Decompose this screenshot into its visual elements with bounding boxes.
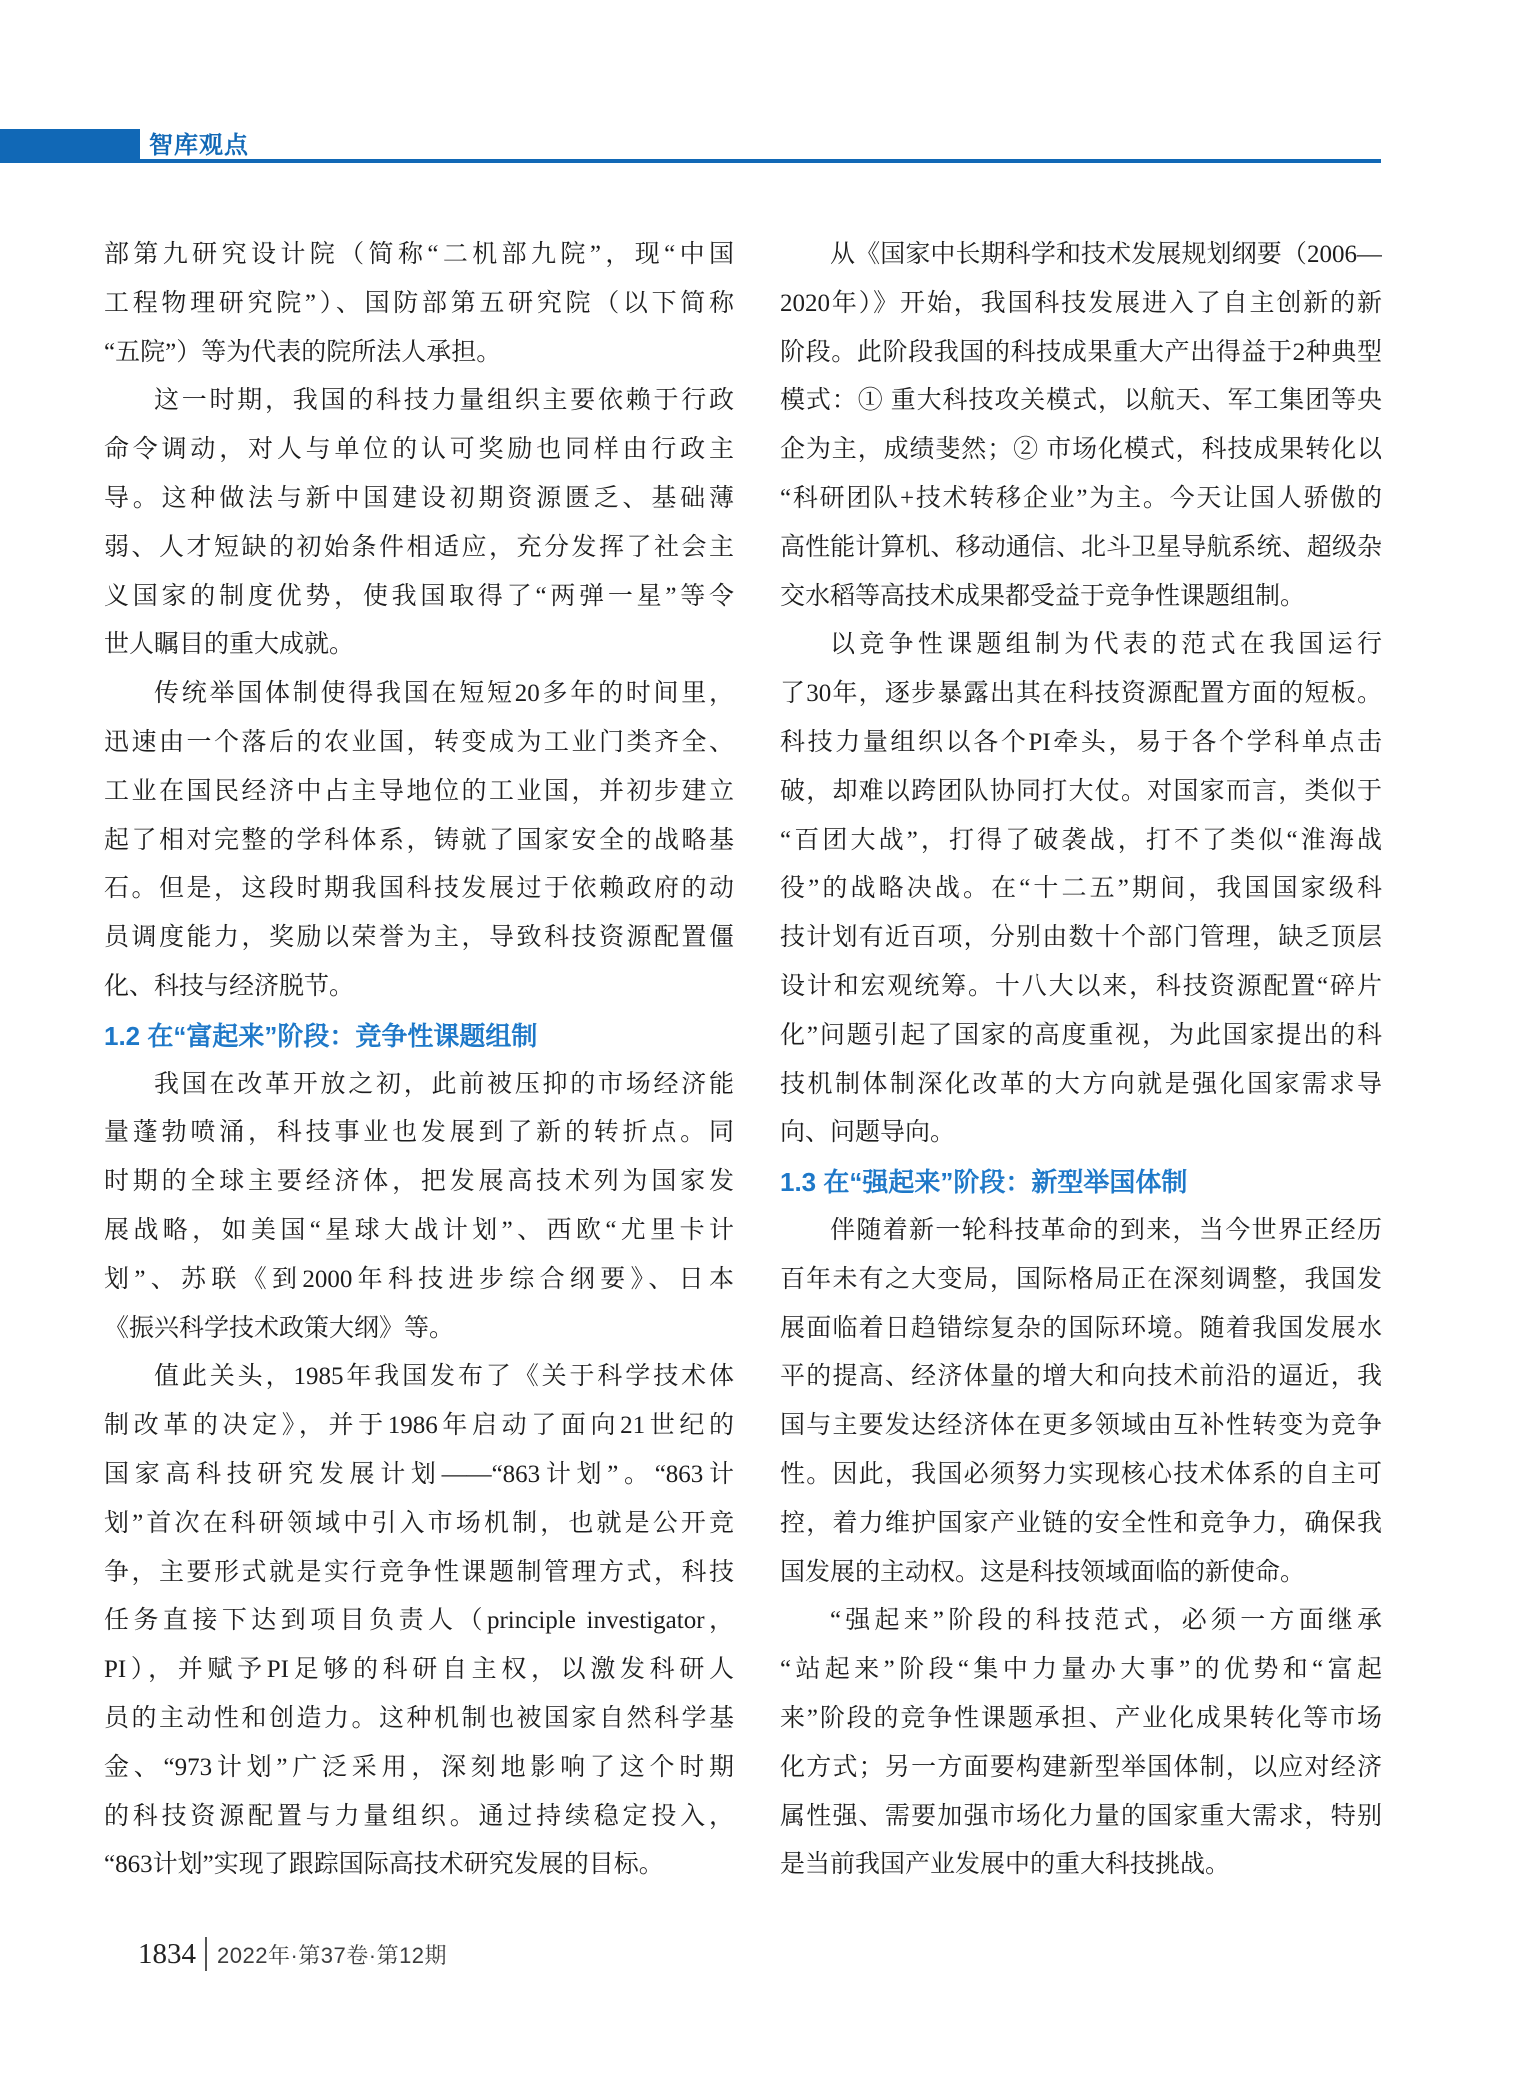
page-number: 1834 [138, 1937, 196, 1970]
body-text-line: 时期的全球主要经济体，把发展高技术列为国家发 [104, 1168, 734, 1196]
footer-divider [205, 1937, 207, 1971]
body-text-line: 控，着力维护国家产业链的安全性和竞争力，确保我 [780, 1509, 1382, 1537]
body-text-line: 制改革的决定》，并于1986年启动了面向21世纪的 [104, 1412, 734, 1440]
body-text-line: “百团大战”，打得了破袭战，打不了类似“淮海战 [780, 826, 1382, 854]
text-column-right [780, 231, 1382, 1890]
body-text-line: 伴随着新一轮科技革命的到来，当今世界正经历 [830, 1216, 1382, 1244]
body-text-line: 属性强、需要加强市场化力量的国家重大需求，特别 [780, 1802, 1382, 1830]
body-text-line: 设计和宏观统筹。十八大以来，科技资源配置“碎片 [780, 972, 1382, 1000]
body-text-line: “强起来”阶段的科技范式，必须一方面继承 [830, 1607, 1382, 1635]
body-text-line: 传统举国体制使得我国在短短20多年的时间里， [154, 680, 734, 708]
body-text-line: “科研团队+技术转移企业”为主。今天让国人骄傲的 [780, 484, 1382, 512]
body-text-line: 技机制体制深化改革的大方向就是强化国家需求导 [780, 1070, 1382, 1098]
page-footer [138, 1934, 447, 1974]
body-text-line: 阶段。此阶段我国的科技成果重大产出得益于2种典型 [780, 338, 1382, 366]
body-text-line: 役”的战略决战。在“十二五”期间，我国国家级科 [780, 875, 1382, 903]
body-text-line: 世人瞩目的重大成就。 [104, 631, 355, 659]
body-text-line: 是当前我国产业发展中的重大科技挑战。 [780, 1851, 1231, 1879]
text-column-left [104, 231, 734, 1890]
body-text-line: 的科技资源配置与力量组织。通过持续稳定投入， [104, 1802, 734, 1830]
body-text-line: 破，却难以跨团队协同打大仗。对国家而言，类似于 [780, 777, 1382, 805]
body-text-line: 义国家的制度优势，使我国取得了“两弹一星”等令 [104, 582, 734, 610]
header-rule [0, 159, 1381, 163]
body-text-line: 高性能计算机、移动通信、北斗卫星导航系统、超级杂 [780, 533, 1382, 561]
body-text-line: 化方式；另一方面要构建新型举国体制，以应对经济 [780, 1753, 1382, 1781]
body-text-line: 交水稻等高技术成果都受益于竞争性课题组制。 [780, 582, 1306, 610]
body-text-line: 向、问题导向。 [780, 1119, 956, 1147]
body-text-line: 国家高科技研究发展计划——“863计划”。“863计 [104, 1460, 734, 1488]
body-text-line: 来”阶段的竞争性课题承担、产业化成果转化等市场 [780, 1704, 1382, 1732]
body-text-line: 工业在国民经济中占主导地位的工业国，并初步建立 [104, 777, 734, 805]
body-text-line: 化、科技与经济脱节。 [104, 972, 355, 1000]
body-text-line: 划”、苏联《到2000年科技进步综合纲要》、日本 [104, 1265, 734, 1293]
header-section-label: 智库观点 [149, 132, 249, 159]
body-text-line: 这一时期，我国的科技力量组织主要依赖于行政 [154, 387, 734, 415]
body-text-line: 命令调动，对人与单位的认可奖励也同样由行政主 [104, 436, 734, 464]
body-text-line: 技计划有近百项，分别由数十个部门管理，缺乏顶层 [780, 924, 1382, 952]
body-text-line: 员的主动性和创造力。这种机制也被国家自然科学基 [104, 1704, 734, 1732]
body-text-line: 国发展的主动权。这是科技领域面临的新使命。 [780, 1558, 1306, 1586]
body-text-line: 模式：① 重大科技攻关模式，以航天、军工集团等央 [780, 387, 1382, 415]
section-heading: 1.2 在“富起来”阶段：竞争性课题组制 [104, 1020, 538, 1051]
body-text-line: “站起来”阶段“集中力量办大事”的优势和“富起 [780, 1656, 1382, 1684]
body-text-line: 迅速由一个落后的农业国，转变成为工业门类齐全、 [104, 728, 734, 756]
body-text-line: PI），并赋予PI足够的科研自主权，以激发科研人 [104, 1656, 734, 1684]
body-text-line: 国与主要发达经济体在更多领域由互补性转变为竞争 [780, 1412, 1382, 1440]
body-text-line: 企为主，成绩斐然；② 市场化模式，科技成果转化以 [780, 436, 1382, 464]
body-text-line: 金、“973计划”广泛采用，深刻地影响了这个时期 [104, 1753, 734, 1781]
body-text-line: 部第九研究设计院（简称“二机部九院”，现“中国 [104, 241, 734, 268]
body-text-line: 展战略，如美国“星球大战计划”、西欧“尤里卡计 [104, 1216, 734, 1244]
body-text-line: 争，主要形式就是实行竞争性课题制管理方式，科技 [104, 1558, 734, 1586]
body-text-line: 以竞争性课题组制为代表的范式在我国运行 [830, 631, 1382, 659]
header-accent-bar [0, 129, 140, 163]
issue-info: 2022年·第37卷·第12期 [217, 1942, 448, 1968]
body-text-line: 科技力量组织以各个PI牵头，易于各个学科单点击 [780, 728, 1382, 756]
body-text-line: 展面临着日趋错综复杂的国际环境。随着我国发展水 [780, 1314, 1382, 1342]
body-text-line: 任务直接下达到项目负责人（principle investigator， [104, 1607, 734, 1635]
body-text-line: 2020年）》开始，我国科技发展进入了自主创新的新 [780, 289, 1382, 317]
body-text-line: “863计划”实现了跟踪国际高技术研究发展的目标。 [104, 1851, 664, 1879]
body-text-line: 了30年，逐步暴露出其在科技资源配置方面的短板。 [780, 680, 1382, 708]
body-text-line: 平的提高、经济体量的增大和向技术前沿的逼近，我 [780, 1363, 1382, 1391]
body-text-line: 石。但是，这段时期我国科技发展过于依赖政府的动 [104, 875, 734, 903]
body-text-line: 百年未有之大变局，国际格局正在深刻调整，我国发 [780, 1265, 1382, 1293]
body-text-line: 值此关头，1985年我国发布了《关于科学技术体 [154, 1363, 734, 1391]
body-text-line: 员调度能力，奖励以荣誉为主，导致科技资源配置僵 [104, 924, 734, 952]
body-text-line: 工程物理研究院”）、国防部第五研究院（以下简称 [104, 289, 734, 317]
body-text-line: 导。这种做法与新中国建设初期资源匮乏、基础薄 [104, 484, 734, 512]
body-text-line: 性。因此，我国必须努力实现核心技术体系的自主可 [780, 1460, 1382, 1488]
body-text-line: 我国在改革开放之初，此前被压抑的市场经济能 [154, 1070, 734, 1098]
body-text-line: 量蓬勃喷涌，科技事业也发展到了新的转折点。同 [104, 1119, 734, 1147]
body-text-line: 从《国家中长期科学和技术发展规划纲要（2006— [830, 241, 1382, 268]
body-text-line: 划”首次在科研领域中引入市场机制，也就是公开竞 [104, 1509, 734, 1537]
body-text-line: 化”问题引起了国家的高度重视，为此国家提出的科 [780, 1021, 1382, 1049]
body-text-line: 起了相对完整的学科体系，铸就了国家安全的战略基 [104, 826, 734, 854]
body-text-line: “五院”）等为代表的院所法人承担。 [104, 338, 502, 366]
body-text-line: 《振兴科学技术政策大纲》等。 [104, 1314, 455, 1342]
section-heading: 1.3 在“强起来”阶段：新型举国体制 [780, 1167, 1188, 1198]
body-text-line: 弱、人才短缺的初始条件相适应，充分发挥了社会主 [104, 533, 734, 561]
